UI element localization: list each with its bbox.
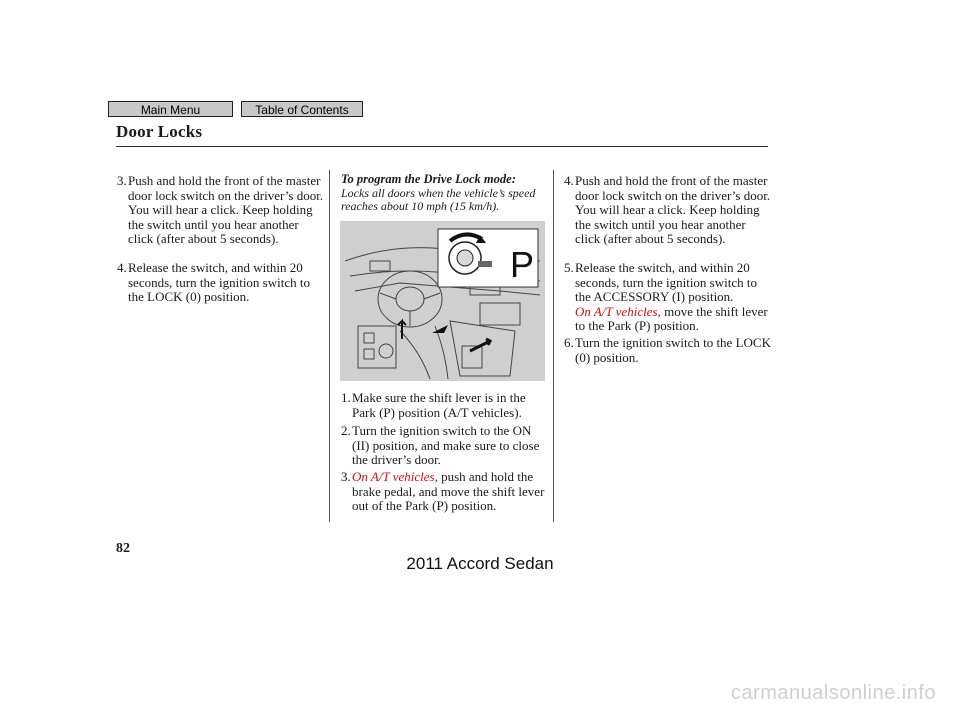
page-number: 82 [116, 541, 130, 556]
step-2-middle [341, 424, 551, 468]
step-text: Turn the ignition switch to the LOCK (0) position. [575, 335, 771, 365]
step-1-middle [341, 391, 551, 420]
at-vehicles-link[interactable]: On A/T vehicles, [352, 469, 438, 484]
step-text: Make sure the shift lever is in the Park (P) position (A/T vehicles). [352, 390, 526, 420]
step-number: 3. [341, 469, 351, 484]
step-text [564, 261, 774, 334]
step-number: 4. [117, 260, 127, 275]
table-of-contents-button[interactable]: Table of Contents [241, 101, 363, 117]
main-menu-button[interactable]: Main Menu [108, 101, 233, 117]
step-number: 6. [564, 335, 574, 350]
column-divider-left [329, 170, 330, 522]
at-vehicles-link[interactable]: On A/T vehicles, [575, 303, 661, 319]
step-text-rest: move the shift lever to the Park (P) position. [575, 303, 768, 333]
section-title: Door Locks [116, 122, 203, 141]
step-number: 2. [341, 423, 351, 438]
drive-lock-note: Locks all doors when the vehicle’s speed reaches about 10 mph (15 km/h). [341, 186, 536, 213]
step-3-middle [341, 470, 551, 514]
ignition-shift-illustration [340, 221, 545, 381]
step-number: 5. [564, 260, 574, 275]
step-number: 3. [117, 173, 127, 188]
footer-model-name: 2011 Accord Sedan [406, 554, 554, 573]
step-5-right [564, 261, 774, 334]
step-text [341, 470, 551, 514]
step-number: 4. [564, 173, 574, 188]
title-divider [116, 146, 768, 147]
park-label: P [509, 244, 535, 285]
step-text-rest: push and hold the brake pedal, and move the shift lever out of the Park (P) position. [352, 469, 545, 513]
step-4-right [564, 174, 774, 247]
step-text-main: Release the switch, and within 20 seconds, turn the ignition switch to the ACCESSORY (I) position. [575, 260, 757, 304]
watermark: carmanualsonline.info [730, 682, 936, 704]
step-text: Push and hold the front of the master door lock switch on the driver’s door. You will hear a click. Keep holding the switch until you hear another click (after about 5 seconds). [575, 173, 771, 246]
column-divider-right [553, 170, 554, 522]
dashboard-drawing [340, 221, 545, 381]
step-6-right [564, 336, 774, 365]
step-text: Push and hold the front of the master door lock switch on the driver’s door. You will hear a click. Keep holding the switch until you hear another click (after about 5 seconds). [128, 173, 324, 246]
step-4-left [117, 261, 327, 305]
drive-lock-subheading: To program the Drive Lock mode: [341, 172, 516, 186]
step-text: Turn the ignition switch to the ON (II) position, and make sure to close the driver’s door. [352, 423, 540, 467]
step-text: Release the switch, and within 20 seconds, turn the ignition switch to the LOCK (0) position. [128, 260, 310, 304]
step-3-left [117, 174, 327, 247]
step-number: 1. [341, 390, 351, 405]
